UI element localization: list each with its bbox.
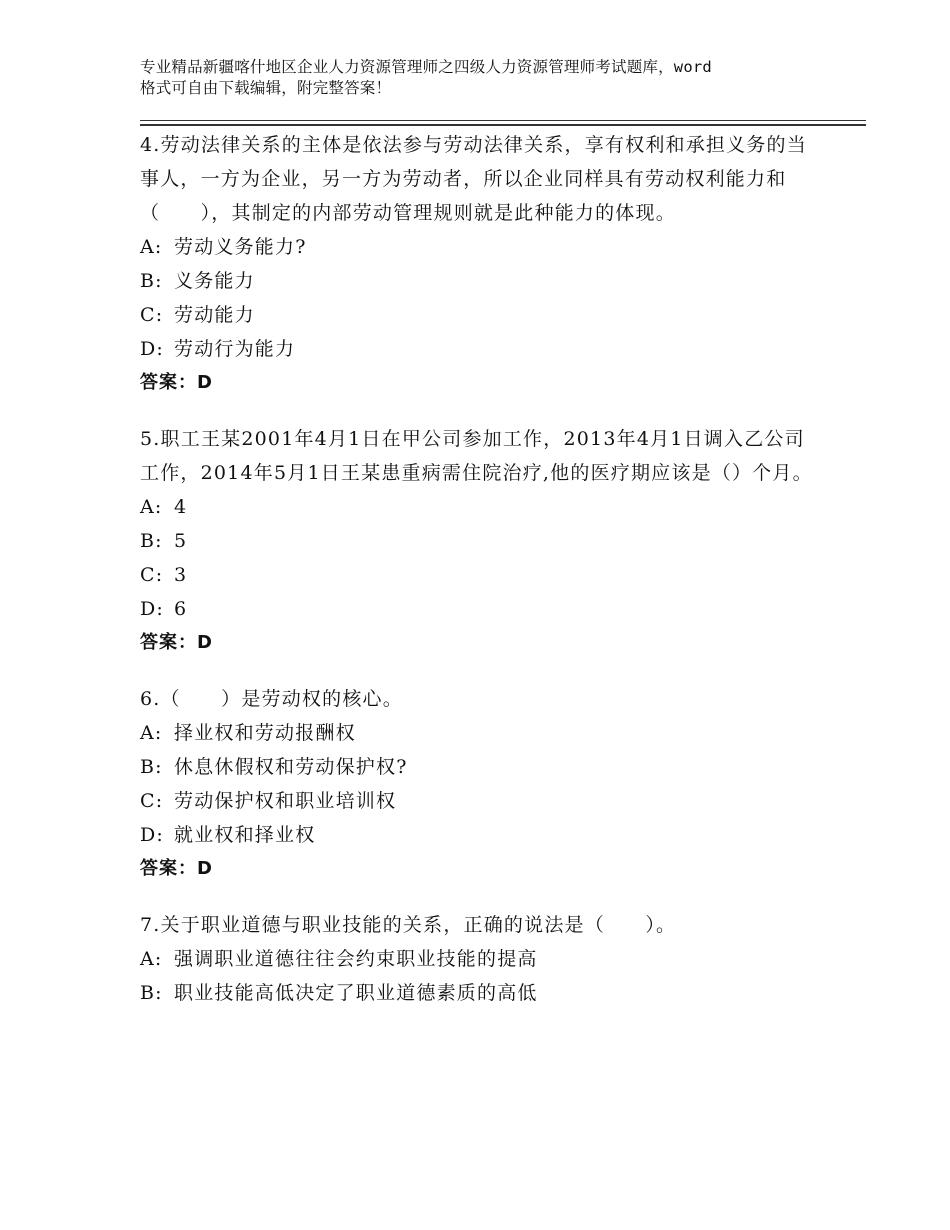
- option-text: 3: [174, 564, 188, 586]
- option-a: [140, 230, 820, 264]
- option-d: [140, 332, 820, 366]
- option-key: B:: [140, 756, 163, 778]
- option-a: [140, 716, 820, 750]
- option-text: 职业技能高低决定了职业道德素质的高低: [174, 982, 538, 1004]
- answer-label: 答案：D: [140, 632, 213, 653]
- option-text: 择业权和劳动报酬权: [174, 722, 356, 744]
- option-text: 强调职业道德往往会约束职业技能的提高: [174, 948, 538, 970]
- option-text: 就业权和择业权: [174, 824, 316, 846]
- answer-label: 答案：D: [140, 372, 213, 393]
- option-key: C:: [140, 790, 164, 812]
- option-text: 劳动能力: [174, 304, 255, 326]
- question-5: [140, 422, 820, 660]
- option-key: A:: [140, 948, 163, 970]
- question-text: 7.关于职业道德与职业技能的关系，正确的说法是（ ）。: [140, 914, 677, 936]
- header-divider-thin: [140, 120, 866, 121]
- option-b: [140, 976, 820, 1010]
- option-key: B:: [140, 270, 163, 292]
- option-a: [140, 490, 820, 524]
- option-key: C:: [140, 564, 164, 586]
- option-text: 劳动义务能力?: [174, 236, 307, 258]
- question-text: 5.职工王某2001年4月1日在甲公司参加工作，2013年4月1日调入乙公司工作，2014年5月1日王某患重病需住院治疗,他的医疗期应该是（）个月。: [140, 428, 813, 484]
- option-d: [140, 592, 820, 626]
- option-c: [140, 558, 820, 592]
- question-4: [140, 128, 820, 400]
- option-b: [140, 264, 820, 298]
- option-text: 劳动保护权和职业培训权: [174, 790, 397, 812]
- option-c: [140, 298, 820, 332]
- option-key: A:: [140, 722, 163, 744]
- header-divider-thick: [140, 124, 866, 126]
- option-b: [140, 750, 820, 784]
- answer-label: 答案：D: [140, 858, 213, 879]
- option-key: D:: [140, 824, 165, 846]
- option-text: 5: [174, 530, 188, 552]
- option-a: [140, 942, 820, 976]
- header-line-2: 格式可自由下载编辑，附完整答案！: [140, 79, 392, 97]
- question-text: 6.（ ）是劳动权的核心。: [140, 688, 403, 710]
- option-key: A:: [140, 496, 163, 518]
- option-text: 休息休假权和劳动保护权?: [174, 756, 408, 778]
- question-6: [140, 682, 820, 886]
- option-b: [140, 524, 820, 558]
- option-key: B:: [140, 530, 163, 552]
- option-c: [140, 784, 820, 818]
- header-line-1: 专业精品新疆喀什地区企业人力资源管理师之四级人力资源管理师考试题库，word: [140, 58, 712, 76]
- option-key: D:: [140, 598, 165, 620]
- question-7: [140, 908, 820, 1010]
- option-key: D:: [140, 338, 165, 360]
- option-key: C:: [140, 304, 164, 326]
- option-key: A:: [140, 236, 163, 258]
- document-header: [140, 57, 840, 99]
- option-text: 6: [174, 598, 188, 620]
- option-text: 义务能力: [174, 270, 255, 292]
- option-text: 4: [174, 496, 188, 518]
- option-text: 劳动行为能力: [174, 338, 296, 360]
- option-key: B:: [140, 982, 163, 1004]
- question-text: 4.劳动法律关系的主体是依法参与劳动法律关系，享有权利和承担义务的当事人，一方为企业，另一方为劳动者，所以企业同样具有劳动权利能力和（ ），其制定的内部劳动管理规则就是此种能力的体现。: [140, 134, 807, 224]
- question-list: [140, 128, 820, 1032]
- option-d: [140, 818, 820, 852]
